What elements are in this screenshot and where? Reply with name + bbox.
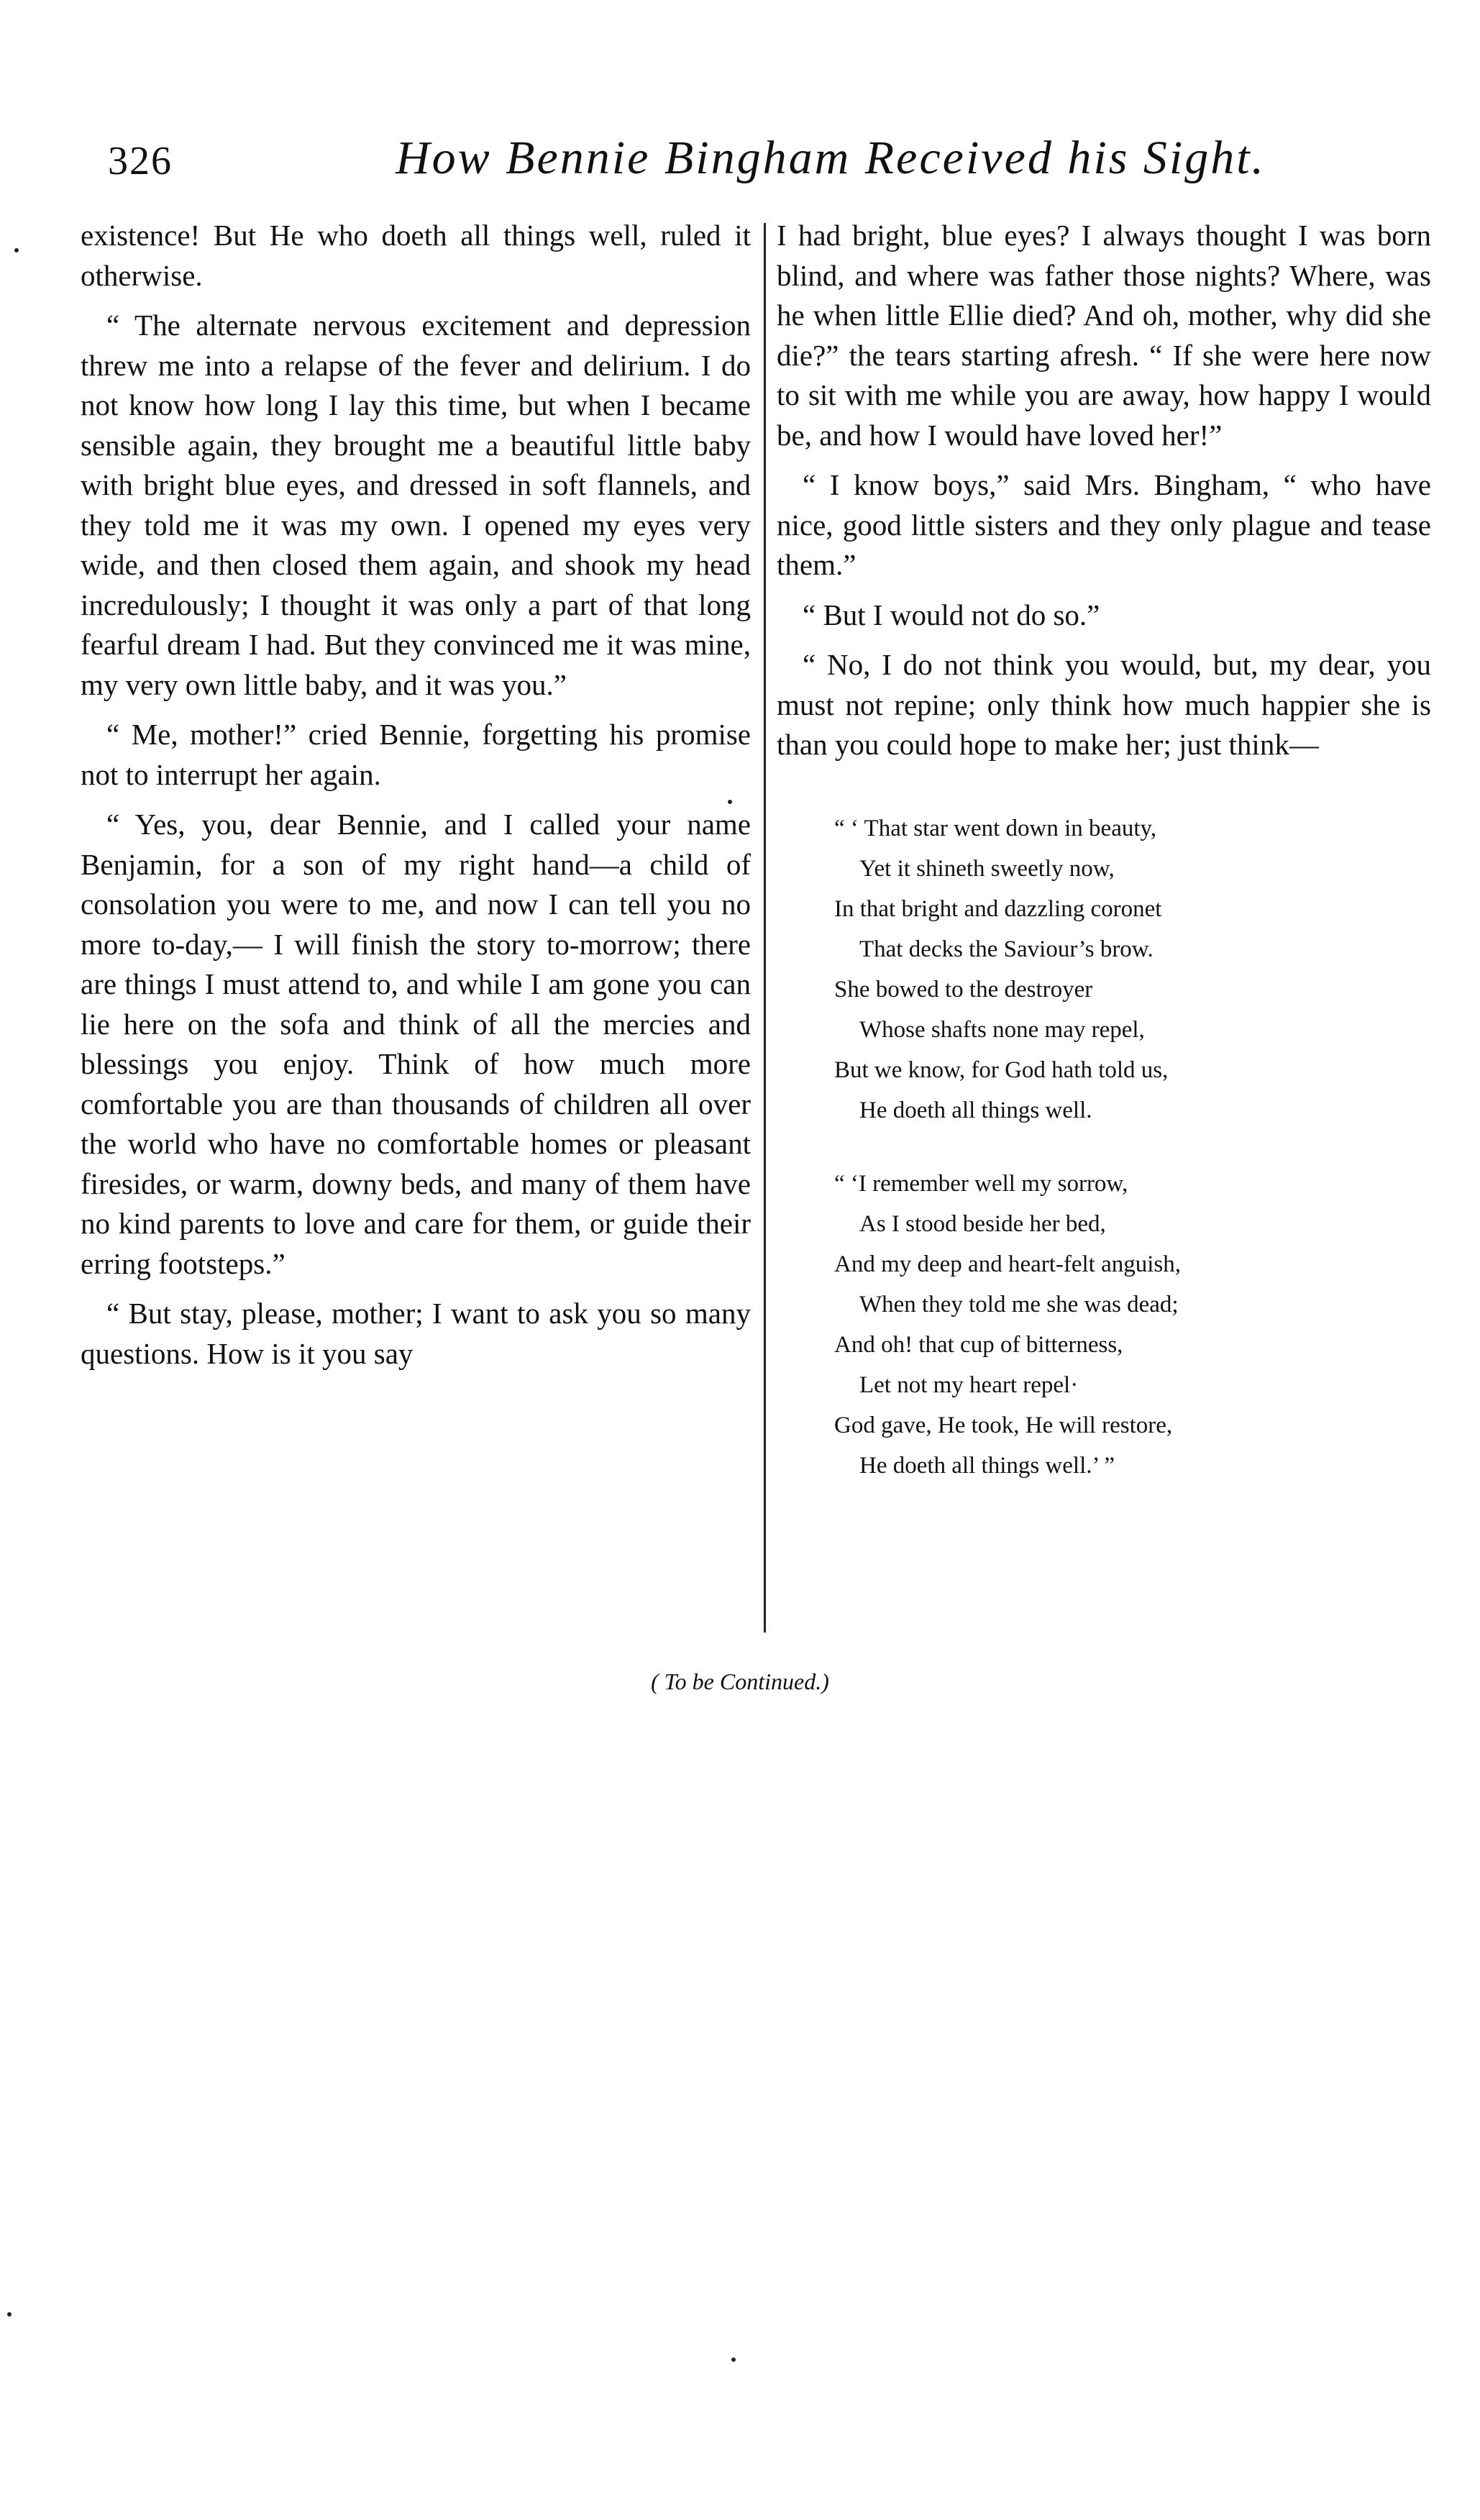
poem-line: But we know, for God hath told us, [834, 1056, 1169, 1083]
poem-stanza [777, 1164, 1431, 1486]
poem-stanza [777, 808, 1431, 1131]
poem-line: And my deep and heart-felt anguish, [834, 1251, 1182, 1277]
running-title: How Bennie Bingham Received his Sight. [396, 132, 1266, 184]
poem-line: As I stood beside her bed, [859, 1210, 1106, 1237]
column-divider [764, 223, 766, 1633]
paragraph: “ Me, mother!” cried Bennie, forgetting his promise not to interrupt her again. [81, 718, 751, 791]
paragraph: “ But stay, please, mother; I want to ask you so many questions. How is it you say [81, 1297, 751, 1370]
paragraph: “ Yes, you, dear Bennie, and I called your name Benjamin, for a son of my right hand—a child of consolation you were to me, and now I can tell you no more to-day,— I will finish the story to-morrow; there are things I must attend to, and while I am gone you can lie here on the sofa and think of all the mercies and blessings you enjoy. Think of how much more comfortable you are than thousands of children all over the world who have no comfortable homes or pleasant firesides, or warm, downy beds, and many of them have no kind parents to love and care for them, or guide their erring footsteps.” [81, 808, 751, 1280]
paragraph: “ No, I do not think you would, but, my dear, you must not repine; only think how much happier she is than you could hope to make her; just think— [777, 648, 1431, 761]
paragraph: “ The alternate nervous excitement and depression threw me into a relapse of the fever and delirium. I do not know how long I lay this time, but when I became sensible again, they brought me a beautiful little baby with bright blue eyes, and dressed in soft flannels, and they told me it was my own. I opened my eyes very wide, and then closed them again, and shook my head incredulously; I thought it was only a part of that long fearful dream I had. But they convinced me it was mine, my very own little baby, and it was you.” [81, 309, 751, 701]
poem-line: He doeth all things well.’ ” [859, 1452, 1115, 1479]
paragraph: “ But I would not do so.” [803, 598, 1100, 631]
poem-line: That decks the Saviour’s brow. [859, 936, 1154, 962]
poem [777, 808, 1431, 1486]
paragraph: “ I know boys,” said Mrs. Bingham, “ who have nice, good little sisters and they only plague and tease them.” [777, 468, 1431, 581]
poem-line: In that bright and dazzling coronet [834, 895, 1162, 922]
poem-line: She bowed to the destroyer [834, 976, 1093, 1003]
poem-line: “ ‘I remember well my sorrow, [834, 1170, 1128, 1197]
to-be-continued-note: ( To be Continued.) [651, 1668, 829, 1694]
poem-line: And oh! that cup of bitterness, [834, 1331, 1123, 1358]
paragraph: existence! But He who doeth all things well, ruled it otherwise. [81, 219, 751, 292]
right-column [777, 216, 1431, 1519]
left-column [81, 216, 751, 1384]
poem-line: “ ‘ That star went down in beauty, [834, 815, 1157, 841]
page-header [108, 131, 1266, 217]
poem-line: He doeth all things well. [859, 1097, 1092, 1123]
print-speck [7, 2312, 12, 2316]
print-speck [731, 2357, 736, 2362]
poem-line: God gave, He took, He will restore, [834, 1412, 1173, 1438]
print-speck [728, 800, 732, 804]
paragraph: I had bright, blue eyes? I always thought I was born blind, and where was father those nights? Where, was he when little Ellie died? And oh, mother, why did she die?” the tears starting afresh. “ If she were here now to sit with me while you are away, how happy I would be, and how I would have loved her!” [777, 219, 1431, 452]
poem-line: When they told me she was dead; [859, 1291, 1179, 1318]
poem-line: Whose shafts none may repel, [859, 1016, 1145, 1043]
page-number: 326 [108, 139, 173, 183]
poem-line: Let not my heart repel· [859, 1371, 1079, 1398]
poem-line: Yet it shineth sweetly now, [859, 855, 1115, 882]
print-speck [14, 248, 19, 252]
